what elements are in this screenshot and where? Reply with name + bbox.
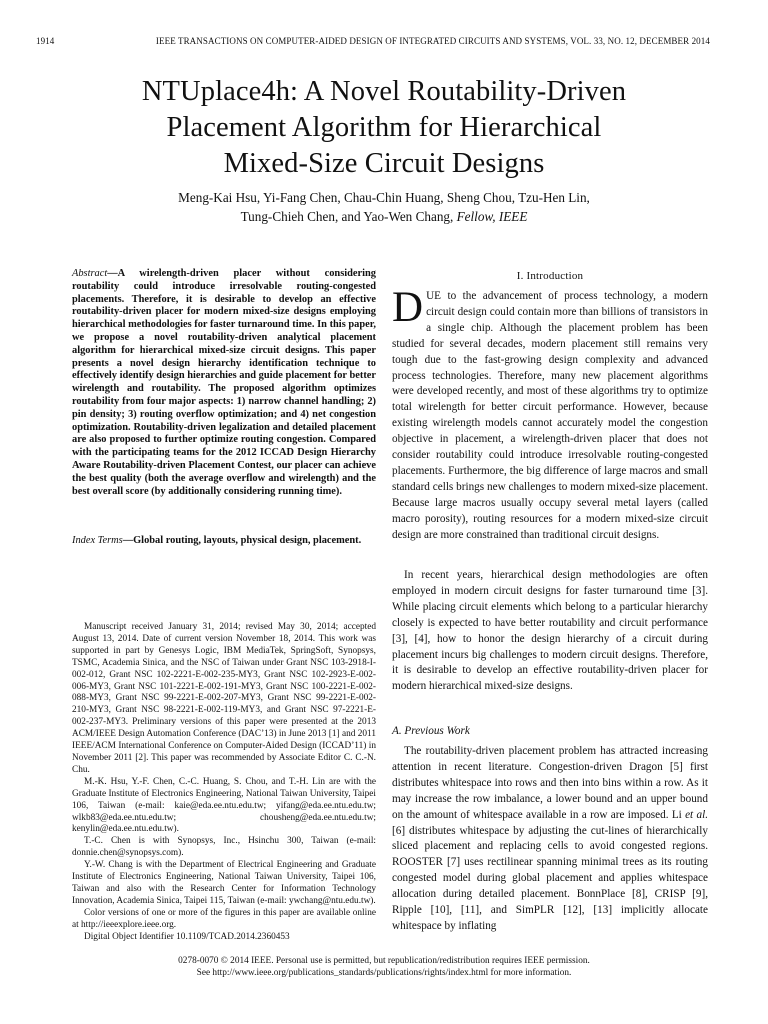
intro-paragraph-text: UE to the advancement of process technology, a modern circuit design could contain more than billions of transistors in a single chip. Although the placement problem has been studied for several decades, modern placement still remains very tough due to the fast-growing design complexity and advanced process technologies. Therefore, many new placement algorithms were developed recently, and most of these algorithms try to optimize total wirelength for better circuit performance. However, because existing wirelength models cannot accurately model the congestion objective in placement, a wirelength-driven placer that does not consider routability could introduce irresolvable routing-congested placements. Furthermore, the big difference of large macros and small standard cells brings new challenges to modern mixed-size placement. Because large macros usually occupy several metal layers (called macro porosity), routing resources for a modern mixed-size circuit design are more constrained than traditional circuit designs.: [392, 290, 708, 541]
footnote-doi: Digital Object Identifier 10.1109/TCAD.2014.2360453: [84, 931, 290, 942]
copyright-icon: ©: [220, 956, 228, 966]
copyright-line: See http://www.ieee.org/publications_standards/publications/rights/index.html for more information.: [196, 968, 572, 978]
footnote-manuscript: Manuscript received January 31, 2014; revised May 30, 2014; accepted August 13, 2014. Date of current version November 18, 2014. This work was supported in part by Genesys Logic, IBM MediaTek, SpringSoft, Synopsys, TSMC, Academia Sinica, and the NSC of Taiwan under Grant NSC 103-2918-I-002-012, Grant NSC 102-2221-E-002-235-MY3, Grant NSC 102-2923-E-002-006-MY3, Grant NSC 101-2221-E-002-191-MY3, Grant NSC 100-2221-E-002-088-MY3, Grant NSC 99-2221-E-002-207-MY3, Grant NSC 99-2221-E-002-210-MY3, Grant NSC 98-2221-E-002-119-MY3, and Grant NSC 97-2221-E-002-237-MY3. Preliminary versions of this paper were presented at the 2013 ACM/IEEE Design Automation Conference (DAC’13) in June 2013 [1] and 2011 IEEE/ACM International Conference on Computer-Aided Design (ICCAD’11) in November 2011 [2]. This paper was recommended by Associate Editor C. C.-N. Chu.: [72, 622, 376, 775]
abstract-dash: —: [107, 268, 118, 279]
author-list: [0, 188, 768, 226]
author-line: Meng-Kai Hsu, Yi-Fang Chen, Chau-Chin Huang, Sheng Chou, Tzu-Hen Lin,: [178, 190, 590, 205]
journal-header: IEEE TRANSACTIONS ON COMPUTER-AIDED DESIGN OF INTEGRATED CIRCUITS AND SYSTEMS, VOL. 33, NO. 12, DECEMBER 2014: [155, 36, 710, 46]
copyright-notice: [0, 955, 768, 979]
abstract-text: A wirelength-driven placer without considering routability could introduce irresolvable routing-congested placements. Therefore, it is desirable to develop an effective routability-driven placer for modern mixed-size designs employing hierarchical methodologies for faster turnaround time. In this paper, we propose a novel routability-driven analytical placement algorithm for hierarchical mixed-size circuit designs. This paper presents a novel design hierarchy identification technique to effectively identify design hierarchies and guide placement for better wirelength and routability. The proposed algorithm optimizes routability from four major aspects: 1) narrow channel handling; 2) pin density; 3) routing overflow optimization; and 4) net congestion optimization. Routability-driven legalization and detailed placement are also proposed to further optimize routing congestion. Compared with the participating teams for the 2012 ICCAD Design Hierarchy Aware Routability-driven Placement Contest, our placer can achieve the best quality (both the average overflow and wirelength) and the best overall score (by additionally considering running time).: [72, 268, 376, 497]
previous-work-text: [6] distributes whitespace by adjusting the cut-lines of hierarchically sliced placement and replacing cells to avoid congested regions. ROOSTER [7] uses rectilinear spanning minimal trees as its routing congested model during global placement and applies whitespace allocation during detailed placement. BonnPlace [8], CRISP [9], Ripple [10], [11], and SimPLR [12], [13] implicitly allocate whitespace by inflating: [392, 824, 708, 932]
footnote-affiliation: M.-K. Hsu, Y.-F. Chen, C.-C. Huang, S. Chou, and T.-H. Lin are with the Graduate Institute of Electronics Engineering, National Taiwan University, Taipei 106, Taiwan (e-mail: kaie@eda.ee.ntu.edu.tw; yifang@eda.ee.ntu.edu.tw; wlkb83@eda.ee.ntu.edu.tw; chousheng@eda.ee.ntu.edu.tw; kenylin@eda.ee.ntu.edu.tw).: [72, 776, 376, 835]
title-line: NTUplace4h: A Novel Routability-Driven: [141, 76, 627, 107]
author-line: [0, 207, 768, 226]
previous-work-paragraph: [392, 744, 708, 935]
intro-paragraph: [392, 284, 708, 544]
author-fellow: Fellow, IEEE: [456, 209, 528, 224]
footnote-affiliation: Y.-W. Chang is with the Department of Electrical Engineering and Graduate Institute of Electronics Engineering, National Taiwan University, Taipei 106, Taiwan and also with the Research Center for Information Technology Innovation, Academia Sinica, Taipei 115, Taiwan (e-mail: ywchang@ntu.edu.tw).: [72, 860, 376, 906]
footnote-color-note: Color versions of one or more of the figures in this paper are available online at http://ieeexplore.ieee.org.: [72, 907, 376, 930]
title-line: Mixed-Size Circuit Designs: [223, 148, 545, 179]
intro-paragraph: In recent years, hierarchical design methodologies are often employed in modern circuit designs for faster turnaround time [3]. While placing circuit elements which belong to a particular hierarchy closely is expected to have better routability and circuit performance [3], [4], how to honor the design hierarchy of a circuit during placement incurs big challenges to modern circuit designs. Therefore, it is desirable to develop an effective routability-driven placer for modern hierarchical mixed-size designs.: [392, 569, 708, 693]
page-number: 1914: [36, 36, 55, 46]
index-terms-label: Index Terms: [72, 535, 123, 546]
previous-work-etal: et al.: [685, 808, 708, 821]
previous-work-text: The routability-driven placement problem has attracted increasing attention in recent literature. Congestion-driven Dragon [5] first distributes whitespace into rows and then into bins within a row. As it may increase the row imbalance, a lower bound and an upper bound on the amount of whitespace available in a row are imposed. Li: [392, 745, 708, 821]
index-terms: [72, 535, 376, 548]
footnote: [72, 622, 376, 943]
issn: 0278-0070: [178, 956, 219, 966]
title-line: Placement Algorithm for Hierarchical: [166, 112, 602, 143]
subsection-heading-previous-work: A. Previous Work: [392, 725, 470, 737]
paper-title: [0, 74, 768, 182]
section-heading-introduction: I. Introduction: [516, 270, 584, 282]
abstract: [72, 268, 376, 498]
drop-cap: D: [392, 284, 424, 331]
copyright-text: 2014 IEEE. Personal use is permitted, but republication/redistribution requires IEEE permission.: [230, 956, 590, 966]
author-names: Tung-Chieh Chen, and Yao-Wen Chang,: [240, 209, 454, 224]
copyright-line: [0, 955, 768, 967]
footnote-affiliation: T.-C. Chen is with Synopsys, Inc., Hsinchu 300, Taiwan (e-mail: donnie.chen@synopsys.com).: [72, 836, 376, 859]
abstract-label: Abstract: [72, 268, 108, 279]
index-terms-dash: —: [122, 535, 134, 546]
index-terms-text: Global routing, layouts, physical design, placement.: [133, 535, 362, 546]
